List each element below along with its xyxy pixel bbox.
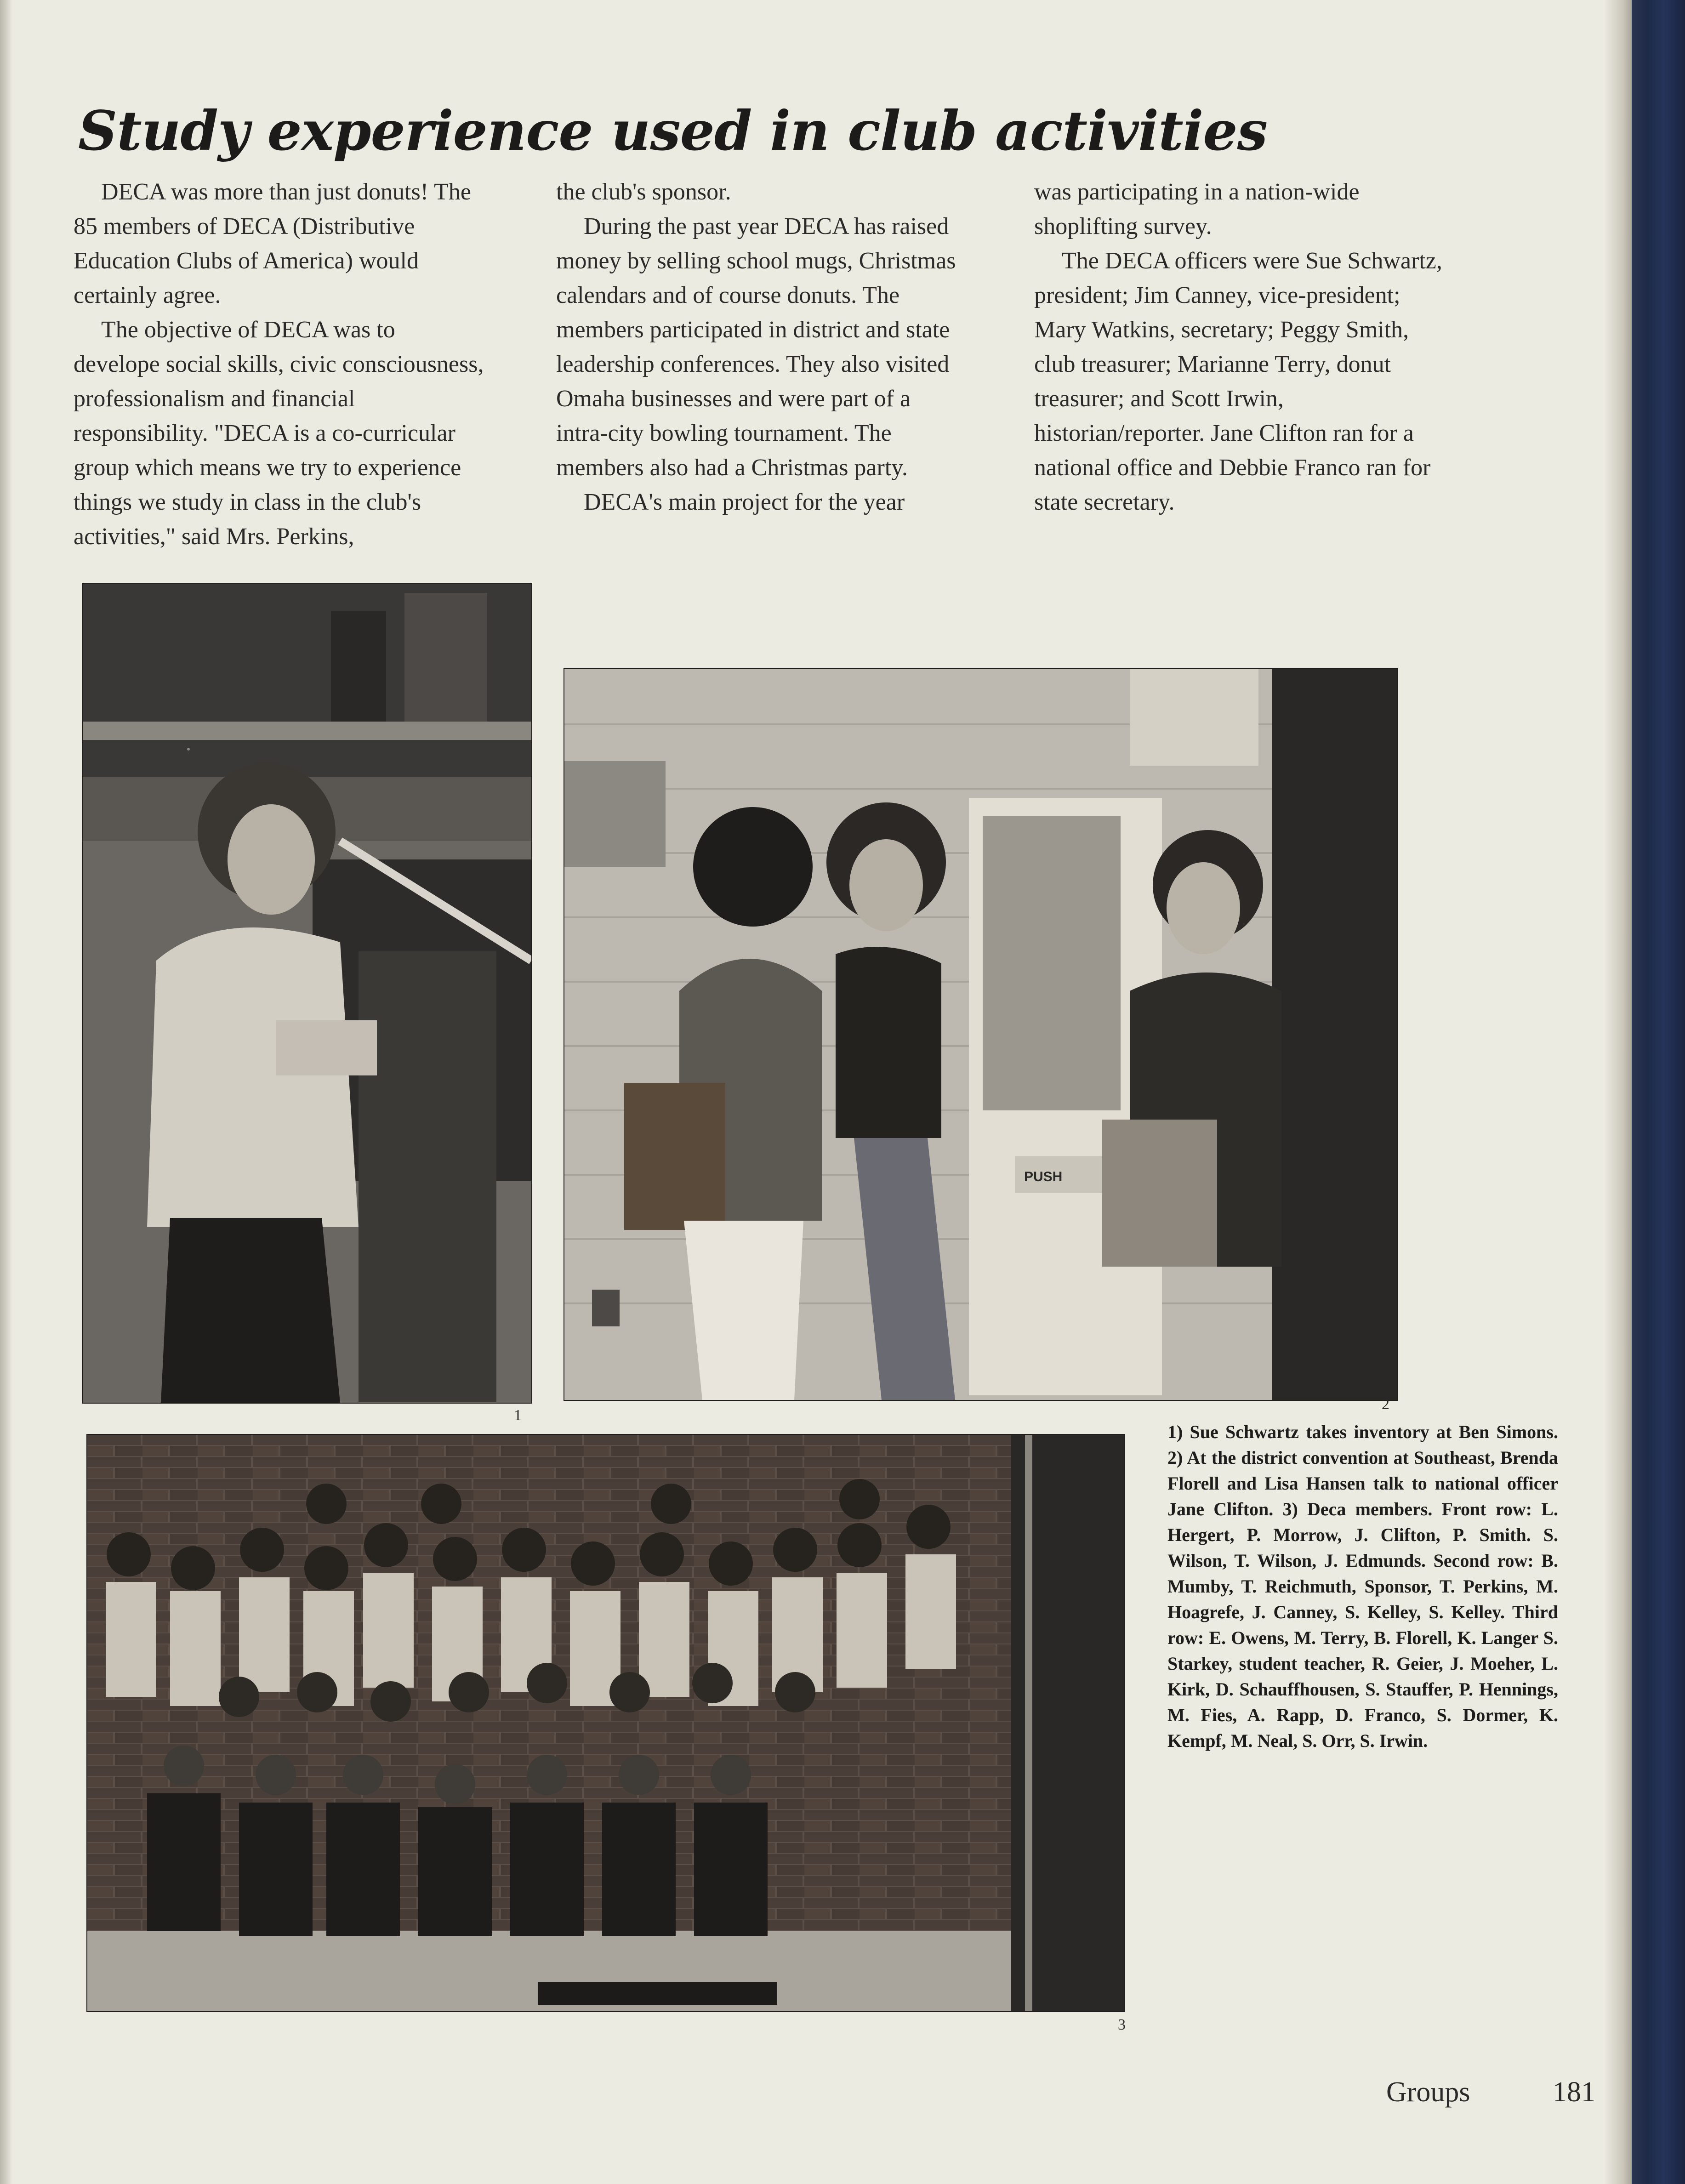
photo-district-convention-image xyxy=(564,669,1397,1400)
text-column-1 xyxy=(74,175,487,554)
photo-deca-members-image xyxy=(87,1435,1124,2011)
column2-paragraph-1: the club's sponsor. xyxy=(556,179,731,205)
photo-district-convention xyxy=(564,668,1398,1401)
book-cover-spine xyxy=(1632,0,1685,2184)
photo-number-1: 1 xyxy=(514,1407,522,1424)
column3-paragraph-1: was participating in a nation-wide shoplifting survey. xyxy=(1034,179,1360,239)
article-headline: Study experience used in club activities xyxy=(78,99,1268,163)
photo-inventory xyxy=(82,583,532,1404)
text-column-3 xyxy=(1034,175,1448,519)
photo-number-2: 2 xyxy=(1382,1396,1389,1413)
photo-inventory-image xyxy=(83,584,531,1403)
column1-paragraph-2: The objective of DECA was to develope social skills, civic consciousness, professionalism and financial responsibility. "DECA is a co-curricular group which means we try to experience things we study in class in the club's activities," said Mrs. Perkins, xyxy=(74,317,484,550)
page-edge-shadow xyxy=(0,0,13,2184)
photo-deca-members xyxy=(86,1434,1125,2012)
text-column-2 xyxy=(556,175,956,519)
footer-page-number: 181 xyxy=(1553,2076,1595,2108)
column2-paragraph-3: DECA's main project for the year xyxy=(584,489,905,515)
column2-paragraph-2: During the past year DECA has raised money by selling school mugs, Christmas calendars and of course donuts. The members participated in district and state leadership conferences. They also visited Omaha businesses and were part of a intra-city bowling tournament. The members also had a Christmas party. xyxy=(556,213,956,481)
vending-push-label: PUSH xyxy=(1024,1169,1063,1184)
photo-captions: 1) Sue Schwartz takes inventory at Ben Simons. 2) At the district convention at Southeast, Brenda Florell and Lisa Hansen talk to national officer Jane Clifton. 3) Deca members. Front row: L. Hergert, P. Morrow, J. Clifton, P. Smith. S. Wilson, T. Wilson, J. Edmunds. Second row: B. Mumby, T. Reichmuth, Sponsor, T. Perkins, M. Hoagrefe, J. Canney, S. Kelley, S. Kelley. Third row: E. Owens, M. Terry, B. Florell, K. Langer S. Starkey, student teacher, R. Geier, J. Moeher, L. Kirk, D. Schauffhousen, S. Stauffer, P. Hennings, M. Fies, A. Rapp, D. Franco, S. Dormer, K. Kempf, M. Neal, S. Orr, S. Irwin. xyxy=(1167,1422,1558,1751)
footer-section-label: Groups xyxy=(1386,2076,1470,2108)
column3-paragraph-2: The DECA officers were Sue Schwartz, president; Jim Canney, vice-president; Mary Watkins, secretary; Peggy Smith, club treasurer; Marianne Terry, donut treasurer; and Scott Irwin, historian/reporter. Jane Clifton ran for a national office and Debbie Franco ran for state secretary. xyxy=(1034,248,1442,515)
photo-number-3: 3 xyxy=(1118,2016,1126,2033)
page-gutter xyxy=(1604,0,1632,2184)
column1-paragraph-1: DECA was more than just donuts! The 85 members of DECA (Distributive Education Clubs of America) would certainly agree. xyxy=(74,179,471,308)
